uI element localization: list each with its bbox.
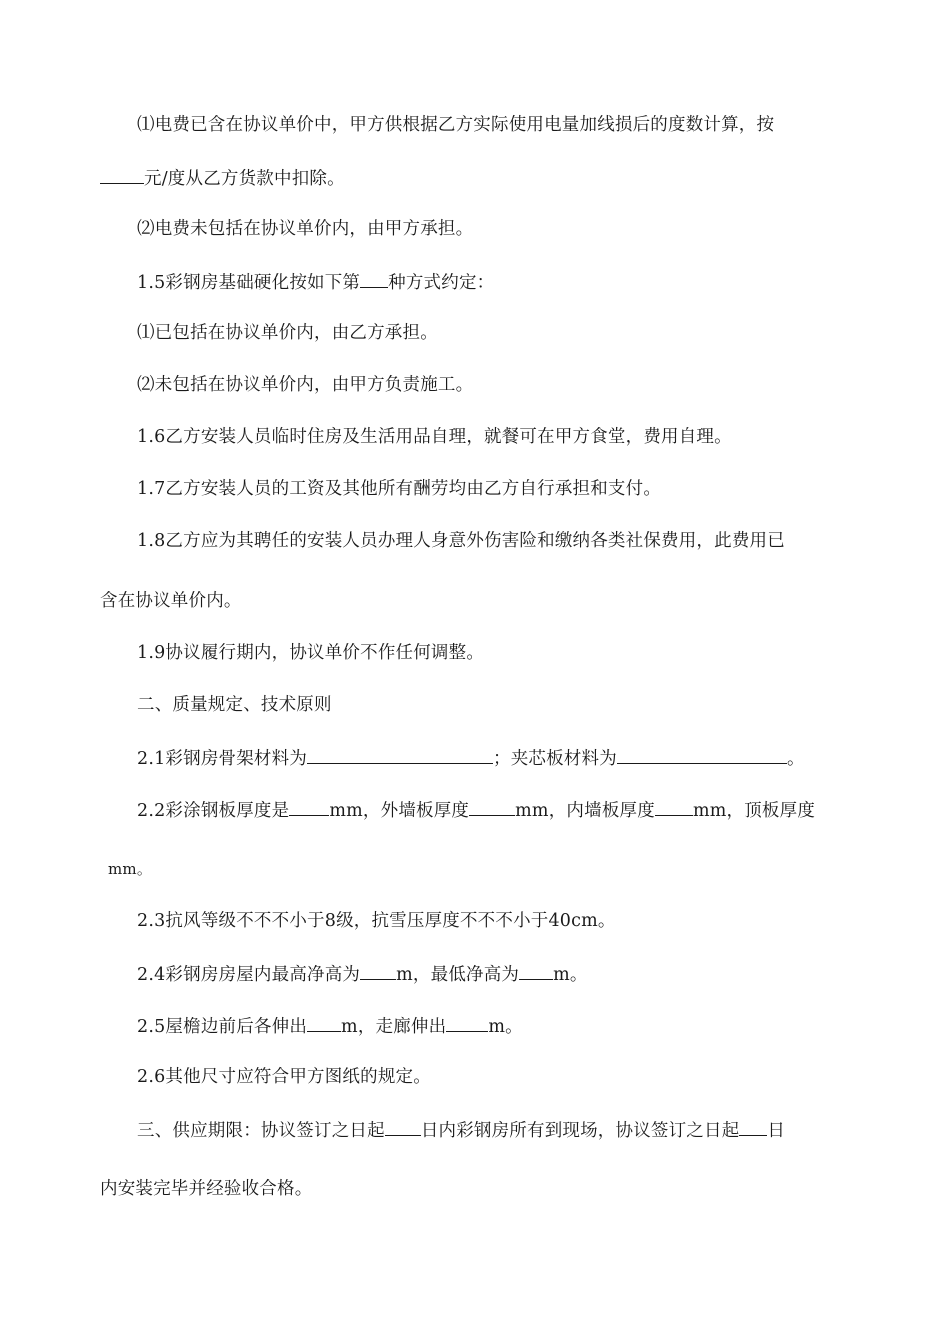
blank-installation-days[interactable] xyxy=(739,1117,767,1136)
text: 2.3抗风等级不不不小于8级，抗雪压厚度不不不小于40cm。 xyxy=(137,911,616,931)
text: 元/度从乙方货款中扣除。 xyxy=(144,169,345,189)
blank-method-number[interactable] xyxy=(360,269,388,288)
paragraph-1-6 xyxy=(137,425,897,449)
text: m，走廊伸出 xyxy=(341,1017,447,1037)
text: 2.2彩涂钢板厚度是 xyxy=(137,801,290,821)
blank-min-clear-height[interactable] xyxy=(519,961,553,980)
blank-max-clear-height[interactable] xyxy=(360,961,396,980)
text: ⑵未包括在协议单价内，由甲方负责施工。 xyxy=(137,375,474,395)
paragraph-2-2-cont xyxy=(108,857,868,881)
section-heading-3 xyxy=(137,1117,897,1143)
blank-delivery-days[interactable] xyxy=(385,1117,421,1136)
blank-frame-material[interactable] xyxy=(307,745,493,764)
text: 1.6乙方安装人员临时住房及生活用品自理，就餐可在甲方食堂，费用自理。 xyxy=(137,427,732,447)
text: mm，内墙板厚度 xyxy=(515,801,655,821)
text: 内安装完毕并经验收合格。 xyxy=(100,1179,313,1199)
paragraph-2-6 xyxy=(137,1065,897,1089)
text: 1.7乙方安装人员的工资及其他所有酬劳均由乙方自行承担和支付。 xyxy=(137,479,662,499)
text: ⑴电费已含在协议单价中，甲方供根据乙方实际使用电量加线损后的度数计算，按 xyxy=(137,115,775,135)
text: 种方式约定： xyxy=(388,273,495,293)
text: ⑴已包括在协议单价内，由乙方承担。 xyxy=(137,323,438,343)
text: mm，外墙板厚度 xyxy=(329,801,470,821)
text: 。 xyxy=(786,749,805,769)
blank-inner-wall-thickness[interactable] xyxy=(655,797,693,816)
paragraph-1-5 xyxy=(137,269,897,295)
text: 日内彩钢房所有到现场，协议签订之日起 xyxy=(420,1121,740,1141)
text: ⑵电费未包括在协议单价内，由甲方承担。 xyxy=(137,219,474,239)
text: 二、质量规定、技术原则 xyxy=(137,695,332,715)
blank-price-per-kwh[interactable] xyxy=(100,165,144,184)
paragraph-electricity-option-2 xyxy=(137,217,897,241)
paragraph-1-8-cont xyxy=(100,589,860,613)
blank-outer-wall-thickness[interactable] xyxy=(469,797,515,816)
paragraph-electricity-option-1 xyxy=(137,113,897,137)
paragraph-foundation-option-1 xyxy=(137,321,897,345)
text: 三、供应期限：协议签订之日起 xyxy=(137,1121,385,1141)
text: ；夹芯板材料为 xyxy=(493,749,617,769)
text: m。 xyxy=(553,965,588,985)
text: 2.5屋檐边前后各伸出 xyxy=(137,1017,308,1037)
text: 2.6其他尺寸应符合甲方图纸的规定。 xyxy=(137,1067,431,1087)
text: mm。 xyxy=(108,860,153,878)
text: 含在协议单价内。 xyxy=(100,591,242,611)
blank-corridor-extension[interactable] xyxy=(446,1013,488,1032)
text: 1.8乙方应为其聘任的安装人员办理人身意外伤害险和缴纳各类社保费用，此费用已 xyxy=(137,531,785,551)
text: 日 xyxy=(767,1121,786,1141)
text: mm，顶板厚度 xyxy=(692,801,816,821)
text: 2.4彩钢房房屋内最高净高为 xyxy=(137,965,361,985)
text: m。 xyxy=(488,1017,523,1037)
paragraph-1-8 xyxy=(137,529,897,553)
blank-sandwich-material[interactable] xyxy=(617,745,787,764)
paragraph-2-4 xyxy=(137,961,897,987)
paragraph-2-5 xyxy=(137,1013,897,1039)
blank-eave-extension[interactable] xyxy=(307,1013,341,1032)
paragraph-1-9 xyxy=(137,641,897,665)
section-heading-3-cont xyxy=(100,1177,860,1201)
paragraph-2-2 xyxy=(137,797,897,823)
paragraph-foundation-option-2 xyxy=(137,373,897,397)
text: 2.1彩钢房骨架材料为 xyxy=(137,749,308,769)
text: m，最低净高为 xyxy=(396,965,520,985)
paragraph-2-3 xyxy=(137,909,897,933)
text: 1.9协议履行期内，协议单价不作任何调整。 xyxy=(137,643,485,663)
paragraph-2-1 xyxy=(137,745,897,771)
paragraph-1-7 xyxy=(137,477,897,501)
blank-steel-thickness[interactable] xyxy=(289,797,329,816)
text: 1.5彩钢房基础硬化按如下第 xyxy=(137,273,361,293)
section-heading-2 xyxy=(137,693,897,717)
paragraph-electricity-option-1-cont xyxy=(100,165,860,191)
